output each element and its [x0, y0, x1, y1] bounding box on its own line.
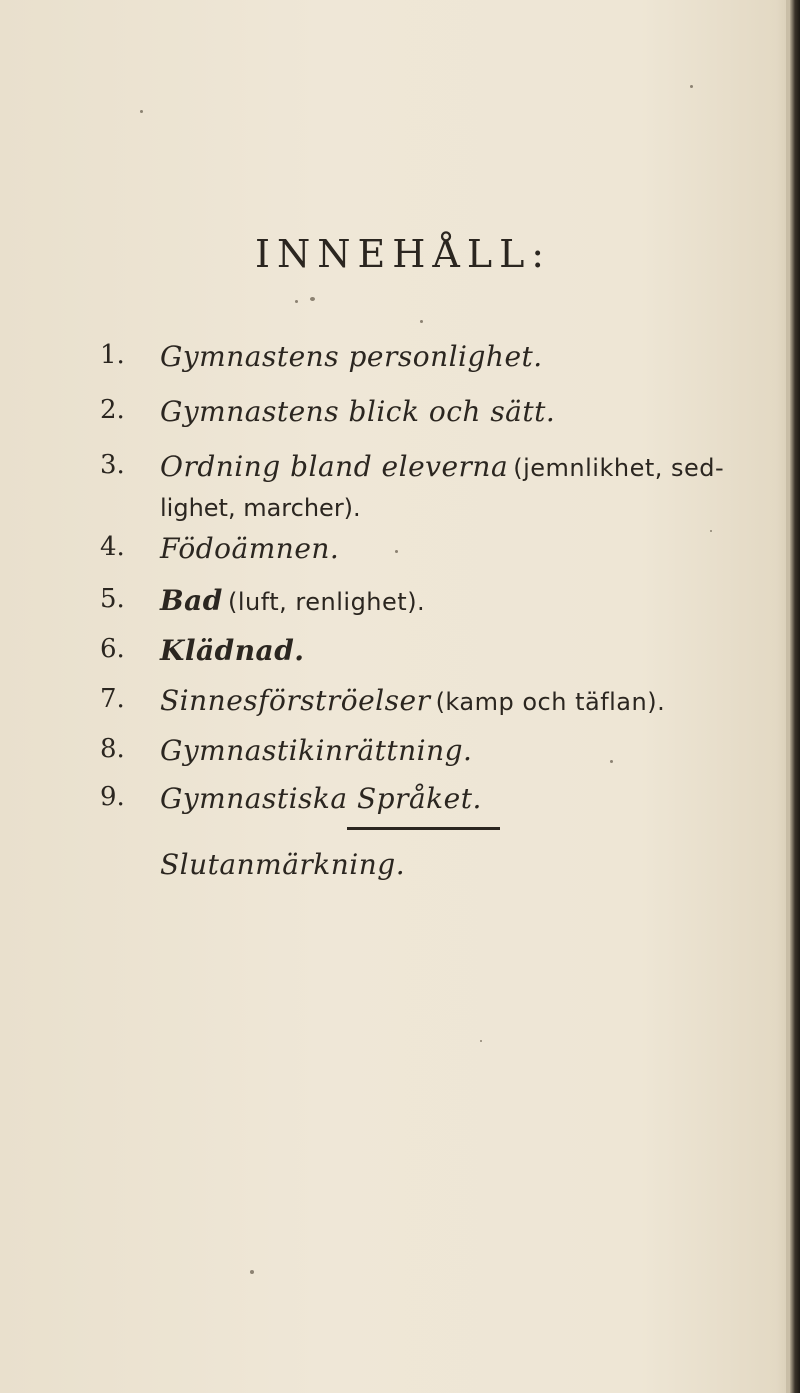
- entry-title: Födoämnen.: [160, 532, 340, 565]
- paper-speck: [395, 550, 398, 553]
- entry-text: [160, 450, 724, 483]
- paper-speck: [710, 530, 712, 532]
- entry-text: [160, 340, 543, 373]
- entry-title: Gymnastiska Språket.: [160, 782, 482, 815]
- entry-text: [160, 782, 482, 815]
- entry-title: Ordning bland eleverna: [160, 450, 509, 483]
- paper-speck: [420, 320, 423, 323]
- entry-continuation: lighet, marcher).: [160, 494, 361, 522]
- entry-text: [160, 532, 339, 565]
- entry-text: [160, 684, 665, 717]
- entry-number: 3.: [100, 450, 125, 480]
- page-edge: [790, 0, 800, 1393]
- entry-detail: (luft, renlighet).: [227, 588, 426, 616]
- entry-detail: (kamp och täflan).: [435, 688, 666, 716]
- entry-text: [160, 395, 555, 428]
- entry-number: 9.: [100, 782, 125, 812]
- entry-number: 5.: [100, 584, 125, 614]
- paper-speck: [250, 1270, 254, 1274]
- entry-number: 8.: [100, 734, 125, 764]
- entry-number: 6.: [100, 634, 125, 664]
- page-title: INNEHÅLL:: [255, 232, 552, 276]
- paper-speck: [610, 760, 613, 763]
- entry-text: [160, 734, 472, 767]
- entry-title: Bad: [160, 584, 223, 617]
- entry-text: [160, 634, 305, 667]
- paper-speck: [140, 110, 143, 113]
- entry-number: 4.: [100, 532, 125, 562]
- closing-remark: Slutanmärkning.: [160, 848, 406, 881]
- paper-speck: [310, 297, 315, 301]
- paper-speck: [480, 1040, 482, 1042]
- entry-detail: (jemnlikhet, sed-: [513, 454, 725, 482]
- entry-title: Gymnastens personlighet.: [160, 340, 543, 373]
- entry-text: [160, 584, 425, 617]
- entry-number: 7.: [100, 684, 125, 714]
- entry-title: Sinnesförströelser: [160, 684, 431, 717]
- paper-speck: [295, 300, 298, 303]
- section-divider: [347, 827, 500, 830]
- entry-number: 1.: [100, 340, 125, 370]
- entry-number: 2.: [100, 395, 125, 425]
- paper-speck: [690, 85, 693, 88]
- entry-title: Gymnastikinrättning.: [160, 734, 473, 767]
- entry-title: Gymnastens blick och sätt.: [160, 395, 556, 428]
- entry-title: Klädnad.: [160, 634, 305, 667]
